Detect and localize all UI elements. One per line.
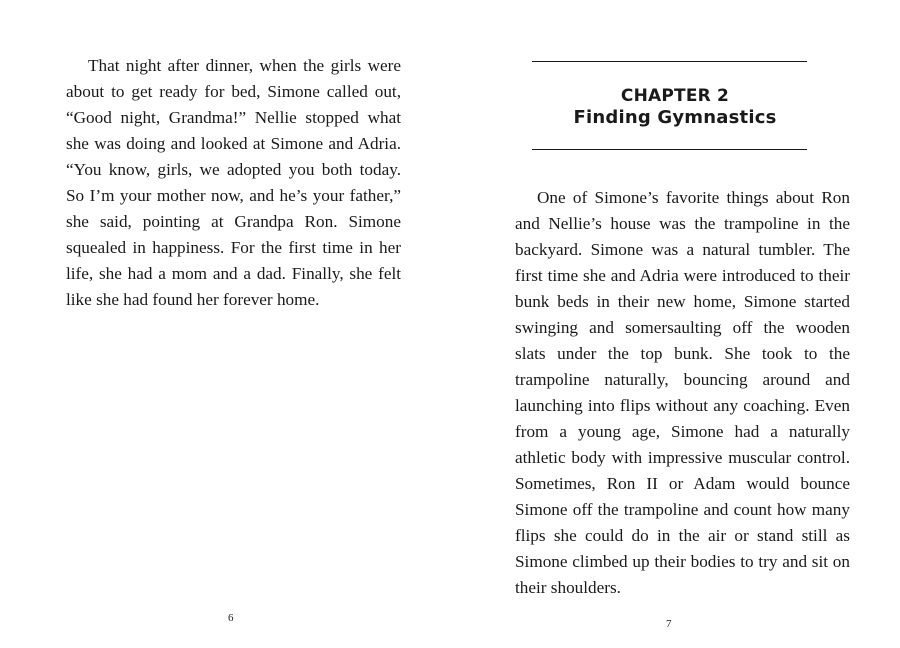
chapter-label: CHAPTER 2 <box>620 86 730 106</box>
right-page-paragraph: One of Simone’s favorite things about Ron and Nellie’s house was the trampoline in the backyard. Simone was a natural tumbler. The first time she and Adria were introduced to their bunk beds in their new home, Simone started swinging and somersaulting off the wooden slats under the top bunk. She took to the trampoline naturally, bouncing around and launching into flips without any coaching. Even from a young age, Simone had a naturally athletic body with impressive muscular control. Sometimes, Ron II or Adam would bounce Simone off the trampoline and count how many flips she could do in the air or stand still as Simone climbed up their bodies to try and sit on their shoulders. <box>515 188 850 597</box>
right-page <box>450 0 900 648</box>
chapter-top-rule <box>532 61 807 62</box>
chapter-bottom-rule <box>532 149 807 150</box>
right-page-number: 7 <box>666 618 672 630</box>
left-page-number: 6 <box>228 612 234 624</box>
left-page-paragraph: That night after dinner, when the girls were about to get ready for bed, Simone called out, “Good night, Grandma!” Nellie stopped what she was doing and looked at Simone and Adria. “You know, girls, we adopted you both today. So I’m your mother now, and he’s your father,” she said, pointing at Grandpa Ron. Simone squealed in happiness. For the first time in her life, she had a mom and a dad. Finally, she felt like she had found her forever home. <box>66 56 401 309</box>
chapter-title: Finding Gymnastics <box>573 107 777 128</box>
